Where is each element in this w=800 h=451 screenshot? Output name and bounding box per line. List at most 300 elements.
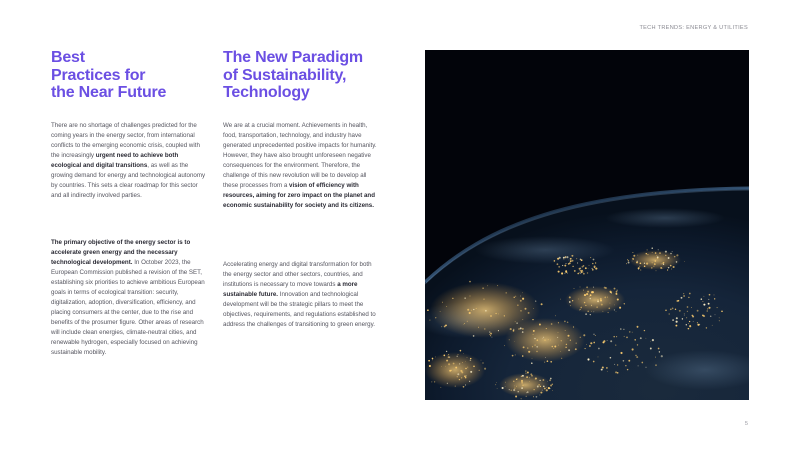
- city-light: [710, 316, 712, 318]
- city-light: [544, 387, 546, 389]
- city-light: [467, 321, 468, 322]
- city-light: [526, 376, 528, 378]
- city-light: [463, 386, 465, 388]
- city-light: [470, 296, 471, 297]
- city-light: [513, 381, 514, 382]
- city-light: [563, 257, 565, 259]
- city-light: [440, 311, 441, 312]
- city-light: [565, 271, 566, 272]
- city-light: [617, 372, 618, 373]
- text-run: There are no shortage of challenges predicted for the coming years in the energy sector, from international conflicts to the emerging economic crisis, coupled with the increasingly: [51, 122, 200, 159]
- city-light: [569, 260, 570, 261]
- city-light: [525, 370, 526, 371]
- city-light: [491, 337, 492, 338]
- city-light: [701, 298, 703, 300]
- city-light: [655, 357, 656, 358]
- city-light: [569, 262, 571, 264]
- city-light: [637, 326, 639, 328]
- city-light: [495, 384, 496, 385]
- left-column: [51, 49, 207, 102]
- city-light: [595, 268, 597, 270]
- city-light: [581, 259, 583, 261]
- city-light: [593, 342, 595, 344]
- city-light: [546, 387, 547, 388]
- city-light: [580, 287, 581, 288]
- city-light: [464, 375, 466, 377]
- city-light: [689, 325, 691, 327]
- city-light: [615, 344, 616, 345]
- city-light: [650, 341, 651, 342]
- city-light: [683, 295, 685, 297]
- city-light: [495, 313, 496, 314]
- city-light: [515, 296, 516, 297]
- city-light: [593, 361, 595, 363]
- middle-heading: [223, 49, 378, 102]
- city-light: [490, 333, 492, 335]
- city-light: [570, 258, 572, 260]
- city-light: [608, 312, 609, 313]
- city-light: [497, 285, 498, 286]
- city-light: [566, 263, 567, 264]
- city-light: [444, 325, 446, 327]
- city-light: [652, 252, 653, 253]
- city-light: [484, 328, 485, 329]
- city-light: [544, 362, 545, 363]
- city-light: [509, 339, 510, 340]
- text-run: In October 2023, the European Commission published a revision of the SET, establishing six priorities to achieve ambitious European goals in terms of ecological transition: security, digitalization, adoption, diversification, efficiency, and placing consumers at the center, due to the rise and benefits of the prosumer figure. Other areas of research will include clean energies, climate-neutral cities, and renewable hydrogen, especially focused on achieving sustainable mobility.: [51, 259, 205, 356]
- city-light: [609, 303, 610, 304]
- city-light: [658, 348, 660, 350]
- city-light: [613, 336, 615, 338]
- city-light: [432, 358, 434, 360]
- city-light: [616, 290, 617, 291]
- left-heading: [51, 49, 207, 102]
- city-light: [715, 314, 716, 315]
- text-run-bold: a more sustainable future.: [223, 281, 358, 298]
- city-light: [531, 362, 533, 364]
- city-light: [543, 337, 544, 338]
- city-light: [446, 351, 447, 352]
- city-light: [571, 255, 573, 257]
- city-light: [704, 296, 705, 297]
- city-light: [644, 266, 646, 268]
- city-light: [521, 376, 522, 377]
- city-light: [624, 336, 625, 337]
- city-light: [473, 335, 475, 337]
- city-light: [580, 273, 581, 274]
- city-light: [707, 308, 708, 309]
- city-light: [465, 298, 466, 299]
- city-light: [446, 360, 448, 362]
- city-light: [595, 335, 596, 336]
- city-light: [521, 387, 523, 389]
- city-light: [568, 349, 570, 351]
- city-light: [525, 308, 527, 310]
- city-light: [641, 362, 643, 364]
- city-light: [572, 260, 574, 262]
- city-light: [435, 356, 436, 357]
- city-light: [572, 300, 573, 301]
- city-light: [557, 263, 559, 265]
- city-light: [652, 248, 653, 249]
- city-light: [639, 266, 640, 267]
- city-light: [657, 258, 658, 259]
- city-light: [691, 307, 692, 308]
- city-light: [470, 371, 472, 373]
- city-light: [668, 257, 670, 259]
- city-light: [583, 272, 584, 273]
- city-light: [670, 265, 672, 267]
- city-light: [678, 300, 680, 302]
- city-light: [684, 261, 685, 262]
- city-light: [550, 340, 551, 341]
- city-light: [663, 264, 664, 265]
- city-light: [445, 366, 446, 367]
- city-light: [435, 317, 436, 318]
- city-light: [638, 269, 639, 270]
- city-light: [604, 297, 606, 299]
- city-light: [549, 379, 551, 381]
- city-light: [558, 322, 559, 323]
- city-light: [717, 307, 718, 308]
- city-light: [567, 335, 569, 337]
- city-light: [529, 381, 530, 382]
- city-light: [559, 257, 561, 259]
- city-light: [587, 272, 588, 273]
- city-light: [584, 302, 586, 304]
- city-light: [607, 371, 608, 372]
- city-light: [469, 381, 470, 382]
- city-light: [697, 322, 698, 323]
- city-light: [640, 337, 642, 339]
- city-light: [521, 380, 523, 382]
- city-light: [623, 329, 624, 330]
- city-light: [470, 360, 471, 361]
- city-light: [676, 261, 678, 263]
- city-light: [443, 355, 445, 357]
- city-light: [672, 308, 674, 310]
- city-light: [688, 328, 690, 330]
- city-light: [646, 367, 647, 368]
- city-light: [448, 354, 449, 355]
- text-run: Innovation and technological development will be the strategic pillars to meet the objectives, requirements, and regulations established to address the challenges of transitioning to green energy.: [223, 291, 376, 328]
- city-light: [441, 326, 442, 327]
- city-light: [647, 254, 648, 255]
- city-light: [646, 263, 648, 265]
- city-light: [535, 377, 537, 379]
- city-light: [651, 267, 652, 268]
- city-light: [676, 317, 678, 319]
- city-light: [504, 345, 505, 346]
- city-light: [673, 266, 675, 268]
- city-light: [479, 370, 480, 371]
- city-light: [608, 307, 610, 309]
- city-light: [558, 332, 559, 333]
- city-light: [549, 388, 550, 389]
- city-light: [533, 308, 534, 309]
- city-light: [461, 371, 463, 373]
- city-light: [545, 357, 546, 358]
- city-light: [518, 391, 519, 392]
- text-run: , as well as the growing demand for energy and technological autonomy by countries. This sets a clear roadmap for this sector and all indirectly involved parties.: [51, 162, 206, 199]
- city-light: [601, 304, 603, 306]
- city-light: [535, 300, 536, 301]
- city-light: [432, 360, 433, 361]
- city-light: [517, 305, 518, 306]
- city-light: [564, 265, 566, 267]
- city-light: [521, 382, 523, 384]
- city-light: [675, 325, 677, 327]
- city-light: [569, 301, 571, 303]
- city-light: [593, 311, 594, 312]
- city-light: [697, 310, 699, 312]
- left-paragraph-1: [51, 121, 207, 201]
- city-light: [513, 389, 515, 391]
- city-light: [616, 336, 617, 337]
- city-light: [614, 305, 615, 306]
- city-light: [714, 294, 715, 295]
- city-light: [552, 346, 554, 348]
- city-light: [693, 321, 694, 322]
- city-light: [662, 268, 663, 269]
- city-light: [429, 320, 430, 321]
- city-light: [564, 273, 565, 274]
- city-light: [627, 369, 628, 370]
- city-light: [544, 339, 545, 340]
- earth-night-photo: [425, 50, 749, 400]
- city-light: [579, 310, 580, 311]
- city-light: [542, 390, 543, 391]
- city-light: [469, 281, 471, 283]
- city-light: [614, 309, 615, 310]
- city-light: [652, 339, 654, 341]
- city-light: [550, 378, 552, 380]
- city-light: [607, 297, 608, 298]
- city-light: [610, 291, 612, 293]
- city-light: [593, 334, 594, 335]
- middle-column: [223, 49, 378, 102]
- city-light: [541, 303, 543, 305]
- city-light: [502, 387, 504, 389]
- city-light: [483, 299, 484, 300]
- city-light: [655, 252, 657, 254]
- city-light: [555, 315, 556, 316]
- city-light: [668, 267, 670, 269]
- city-light: [465, 368, 466, 369]
- city-light: [572, 266, 573, 267]
- city-light: [670, 308, 672, 310]
- city-light: [536, 396, 538, 398]
- city-light: [482, 287, 483, 288]
- page-number: 5: [744, 421, 748, 427]
- city-light: [561, 340, 562, 341]
- city-light: [451, 370, 452, 371]
- city-light: [522, 319, 523, 320]
- city-light: [504, 315, 505, 316]
- city-light: [429, 365, 431, 367]
- city-light: [676, 321, 678, 323]
- city-light: [573, 326, 574, 327]
- city-light: [679, 310, 681, 312]
- city-light: [522, 375, 524, 377]
- city-light: [593, 287, 594, 288]
- city-light: [659, 351, 660, 352]
- city-light: [505, 382, 506, 383]
- city-light: [665, 310, 667, 312]
- city-light: [661, 355, 663, 357]
- city-light: [517, 379, 518, 380]
- city-light: [547, 381, 548, 382]
- city-light: [532, 319, 533, 320]
- city-light: [513, 330, 515, 332]
- city-light: [632, 258, 634, 260]
- city-light: [624, 303, 625, 304]
- city-light: [639, 267, 640, 268]
- city-light: [591, 311, 592, 312]
- city-light: [602, 366, 604, 368]
- city-light: [560, 351, 561, 352]
- city-light: [534, 338, 535, 339]
- city-light: [523, 346, 525, 348]
- city-light: [546, 328, 547, 329]
- city-light: [669, 313, 670, 314]
- city-light: [655, 364, 657, 366]
- city-light: [561, 272, 563, 274]
- city-light: [536, 346, 538, 348]
- city-light: [640, 262, 642, 264]
- city-light: [428, 360, 430, 362]
- city-light: [516, 386, 517, 387]
- city-light: [533, 396, 534, 397]
- city-light: [528, 351, 530, 353]
- city-light: [601, 369, 603, 371]
- city-light: [637, 344, 638, 345]
- city-light: [646, 338, 647, 339]
- city-light: [590, 342, 592, 344]
- city-light: [656, 270, 657, 271]
- city-light: [471, 310, 472, 311]
- city-light: [689, 293, 691, 295]
- city-light: [564, 321, 566, 323]
- city-light: [592, 263, 593, 264]
- city-light: [616, 293, 618, 295]
- city-light: [552, 390, 553, 391]
- city-light: [653, 266, 654, 267]
- city-light: [638, 267, 640, 269]
- city-light: [577, 273, 579, 275]
- city-light: [594, 265, 596, 267]
- city-light: [550, 361, 552, 363]
- city-light: [451, 370, 452, 371]
- city-light: [583, 265, 585, 267]
- city-light: [585, 305, 586, 306]
- city-light: [490, 315, 492, 317]
- city-light: [565, 330, 566, 331]
- city-light: [505, 386, 506, 387]
- city-light: [625, 365, 626, 366]
- city-light: [440, 387, 441, 388]
- city-light: [522, 355, 524, 357]
- city-light: [617, 298, 619, 300]
- city-light: [527, 372, 529, 374]
- city-light: [565, 257, 566, 258]
- city-light: [588, 268, 589, 269]
- city-light: [540, 392, 542, 394]
- city-light: [459, 363, 460, 364]
- city-light: [614, 288, 616, 290]
- city-light: [686, 317, 687, 318]
- city-light: [576, 258, 577, 259]
- city-light: [552, 384, 553, 385]
- city-light: [714, 298, 715, 299]
- city-light: [533, 389, 534, 390]
- city-light: [510, 328, 512, 330]
- city-light: [576, 343, 577, 344]
- city-light: [529, 377, 530, 378]
- city-light: [497, 388, 498, 389]
- city-light: [452, 298, 453, 299]
- city-light: [525, 372, 526, 373]
- city-light: [659, 252, 660, 253]
- city-light: [558, 345, 559, 346]
- city-light: [636, 356, 638, 358]
- text-run: We are at a crucial moment. Achievements in health, food, transportation, technology, and industry have generated unprecedented positive impacts for humanity. However, they have also brought unforeseen negative consequences for the environment. Therefore, the challenge of this new revolution will be to develop all these processes from a: [223, 122, 377, 189]
- city-light: [531, 375, 533, 377]
- city-light: [619, 307, 621, 309]
- city-light: [686, 324, 687, 325]
- city-light: [569, 296, 571, 298]
- city-light: [603, 340, 605, 342]
- city-light: [467, 357, 468, 358]
- city-light: [708, 299, 709, 300]
- city-light: [568, 338, 569, 339]
- city-light: [476, 308, 477, 309]
- city-light: [590, 294, 592, 296]
- city-light: [598, 301, 599, 302]
- city-light: [683, 293, 684, 294]
- city-light: [614, 364, 615, 365]
- city-light: [546, 389, 548, 391]
- city-light: [455, 367, 457, 369]
- city-light: [447, 383, 448, 384]
- city-light: [520, 327, 522, 329]
- city-light: [591, 291, 593, 293]
- city-light: [697, 324, 699, 326]
- city-light: [719, 320, 720, 321]
- city-light: [607, 340, 608, 341]
- city-light: [514, 297, 515, 298]
- city-light: [570, 340, 571, 341]
- city-light: [620, 328, 622, 330]
- city-light: [542, 338, 543, 339]
- city-light: [670, 253, 672, 255]
- middle-paragraph-2: [223, 260, 379, 330]
- city-light: [671, 269, 672, 270]
- city-light: [580, 307, 582, 309]
- city-light: [464, 323, 465, 324]
- city-light: [580, 270, 582, 272]
- city-light: [498, 330, 499, 331]
- city-light: [610, 340, 612, 342]
- city-light: [652, 262, 653, 263]
- city-light: [441, 366, 442, 367]
- city-light: [575, 348, 577, 350]
- city-light: [566, 256, 568, 258]
- city-light: [587, 311, 588, 312]
- city-light: [563, 258, 564, 259]
- left-heading-line: the Near Future: [51, 84, 167, 101]
- city-light: [577, 262, 578, 263]
